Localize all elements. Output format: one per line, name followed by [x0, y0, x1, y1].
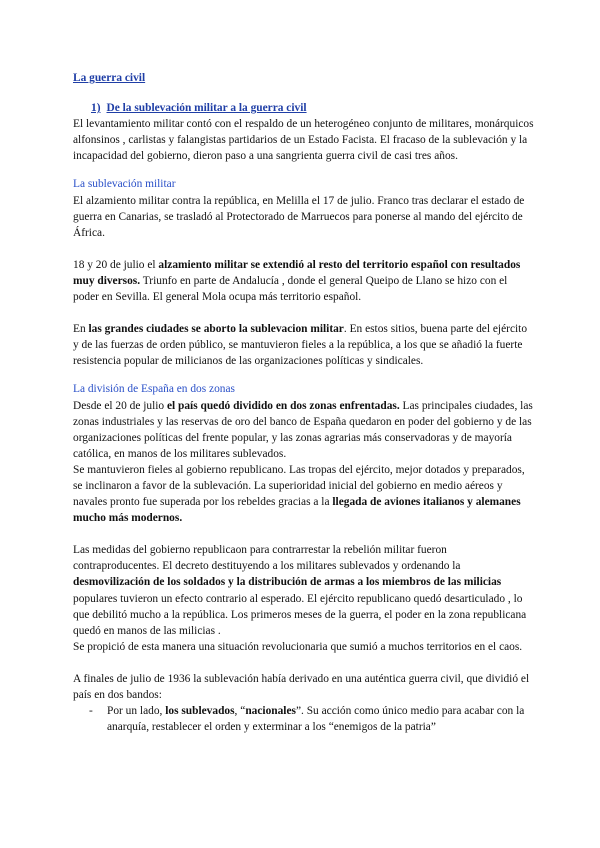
section-heading-1: [73, 100, 535, 116]
text-run: , “: [234, 705, 246, 718]
bold-run: desmovilización de los soldados y la distribución de armas a los miembros de las milicias: [73, 576, 502, 589]
paragraph-finales-julio: A finales de julio de 1936 la sublevación había derivado en una auténtica guerra civil, que dividió el país en dos bandos:: [73, 672, 530, 701]
text-run: En: [73, 323, 89, 336]
paragraph-alzamiento: El alzamiento militar contra la república, en Melilla el 17 de julio. Franco tras declarar el estado de guerra en Canarias, se trasladó al Protectorado de Marruecos para ponerse al mando del ejército de África.: [73, 194, 525, 239]
text-run: Triunfo en parte de Andalucía , donde el general Queipo de Llano se hizo con el poder en Sevilla. El general Mola ocupa más territorio español.: [73, 274, 508, 304]
text-run: . En estos sitios, buena parte del ejército y de las fuerzas de orden público, se mantuvieron fieles a la república, a los que se añadió la fuerte resistencia popular de milicianos de las organizaciones políticas y sindicales.: [73, 323, 528, 368]
paragraph-fieles-gobierno: [73, 462, 535, 526]
section-intro-paragraph: El levantamiento militar contó con el respaldo de un heterogéneo conjunto de militares, monárquicos alfonsinos , carlistas y falangistas partidarios de un Estado Facista. El fracaso de la sublevación y la incapacidad del gobierno, dieron paso a una sangrienta guerra civil de casi tres años.: [73, 118, 534, 163]
bold-run: los sublevados: [165, 705, 235, 718]
text-run: ”. Su acción como único medio para acabar con la anarquía, restablecer el orden y exterminar a los “enemigos de la patria”: [107, 705, 525, 734]
section-number: 1): [91, 102, 101, 115]
section-heading-text: De la sublevación militar a la guerra civil: [106, 102, 307, 115]
paragraph-situacion-revolucionaria: Se propició de esta manera una situación revolucionaria que sumió a muchos territorios en el caos.: [73, 640, 523, 653]
text-run: Desde el 20 de julio: [73, 399, 167, 412]
dash-bullet: -: [89, 705, 93, 718]
bold-run: alzamiento militar se extendió al resto del territorio español con resultados muy diversos.: [73, 258, 521, 287]
document-page: [73, 70, 535, 735]
text-run: Se mantuvieron fieles al gobierno republicano. Las tropas del ejército, mejor dotados y preparados, se inclinaron a favor de la sublevación. La superioridad inicial del gobierno en medio aéreos y navales pronto fue superada por los rebeldes gracias a la: [73, 463, 525, 509]
text-run: Las medidas del gobierno republicaon para contrarrestar la rebelión militar fueron contraproducentes. El decreto destituyendo a los militares sublevados y ordenando la: [73, 544, 461, 573]
text-run: Las principales ciudades, las zonas industriales y las reservas de oro del banco de España quedaron en poder del gobierno y de las organizaciones políticas del frente popular, y las zonas agrarias más conservadoras y de mayoría católica, en manos de los militares sublevados.: [73, 399, 533, 460]
text-run: 18 y 20 de julio el: [73, 258, 159, 271]
text-run: populares tuvieron un efecto contrario al esperado. El ejército republicano quedó desarticulado , lo que debilitó mucho a la república. Los primeros meses de la guerra, el poder en la zona republicana quedó en manos de las milicias .: [73, 592, 527, 637]
paragraph-18-20-julio: [73, 257, 535, 305]
list-item: [73, 703, 535, 735]
bullet-list: [73, 703, 535, 735]
paragraph-division-zonas: [73, 398, 535, 462]
bold-run: nacionales: [245, 705, 296, 718]
paragraph-grandes-ciudades: [73, 321, 535, 369]
document-title: La guerra civil: [73, 72, 146, 84]
paragraph-medidas-gobierno: [73, 542, 535, 639]
text-run: Por un lado,: [107, 705, 166, 718]
subheading-sublevacion: La sublevación militar: [73, 178, 176, 191]
bold-run: las grandes ciudades se aborto la sublevacion militar: [88, 323, 344, 336]
bold-run: llegada de aviones italianos y alemanes mucho más modernos.: [73, 496, 521, 525]
bold-run: el país quedó dividido en dos zonas enfrentadas.: [166, 399, 400, 412]
subheading-division: La división de España en dos zonas: [73, 383, 235, 396]
